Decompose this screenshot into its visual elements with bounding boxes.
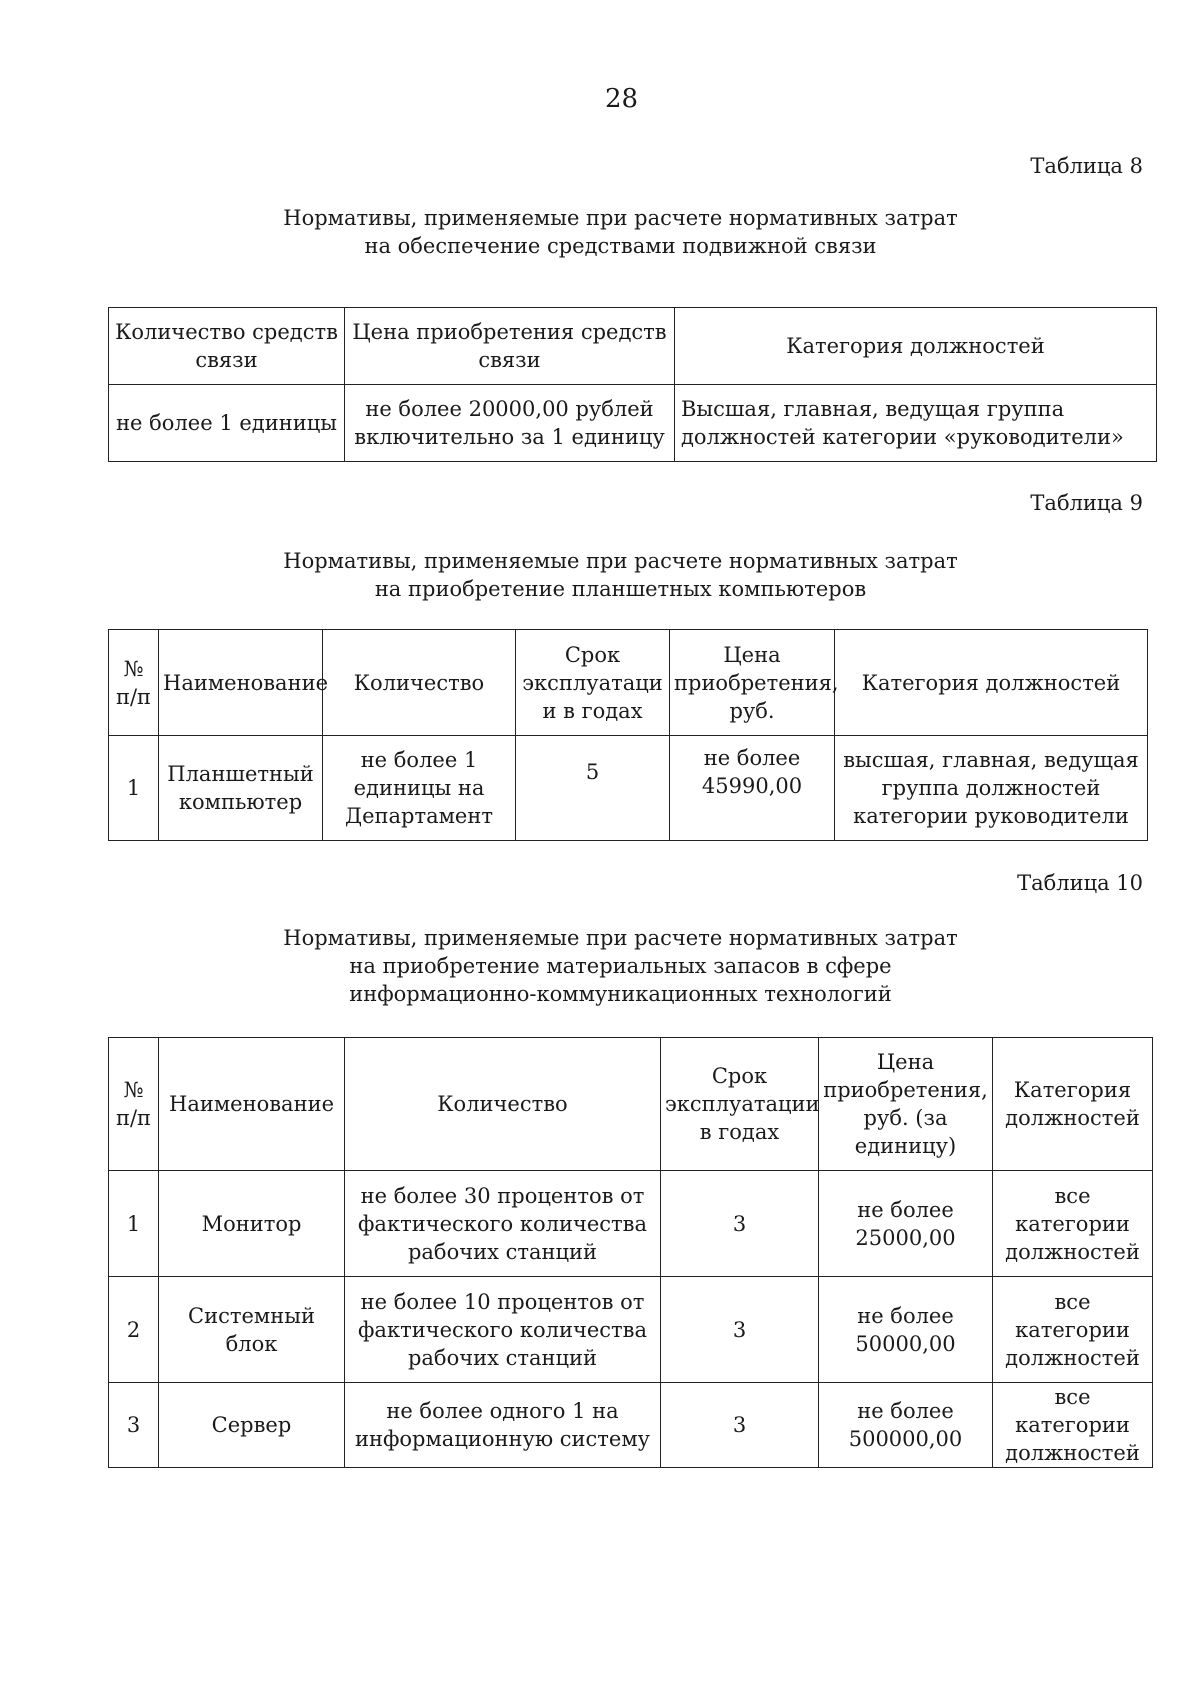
header-cell: № п/п [109, 1038, 159, 1171]
page-number: 28 [604, 84, 639, 114]
table-row [109, 1277, 1153, 1383]
table-10-title-line: информационно-коммуникационных технологий [349, 982, 892, 1006]
table-10-title-line: на приобретение материальных запасов в сфере [349, 954, 892, 978]
table-cell: не более 45990,00 [670, 736, 835, 841]
header-cell: Цена приобретения, руб. [670, 630, 835, 736]
table-cell: не более 20000,00 рублей включительно за 1 единицу [345, 385, 675, 462]
table-cell: высшая, главная, ведущая группа должностей категории руководители [835, 736, 1148, 841]
table-cell: Сервер [159, 1383, 345, 1468]
table-8-title-line: на обеспечение средствами подвижной связи [364, 234, 877, 258]
table-cell: не более 10 процентов от фактического количества рабочих станций [345, 1277, 661, 1383]
header-cell: № п/п [109, 630, 159, 736]
table-row [109, 385, 1157, 462]
header-cell: Наименование [159, 630, 323, 736]
table-header-row [109, 630, 1148, 736]
table-cell: 3 [661, 1277, 819, 1383]
table-cell: не более 30 процентов от фактического количества рабочих станций [345, 1171, 661, 1277]
table-cell: не более одного 1 на информационную систему [345, 1383, 661, 1468]
header-cell: Срок эксплуатаци и в годах [516, 630, 670, 736]
table-10-label: Таблица 10 [1017, 871, 1143, 895]
table-cell: 3 [661, 1383, 819, 1468]
table-8 [108, 307, 1157, 462]
table-cell: не более 50000,00 [819, 1277, 993, 1383]
table-cell: все категории должностей [993, 1383, 1153, 1468]
table-9-label: Таблица 9 [1030, 491, 1143, 515]
table-cell: не более 25000,00 [819, 1171, 993, 1277]
header-cell: Категория должностей [835, 630, 1148, 736]
table-cell: Планшетный компьютер [159, 736, 323, 841]
table-8-title [0, 204, 1200, 260]
table-8-title-line: Нормативы, применяемые при расчете нормативных затрат [283, 206, 958, 230]
table-cell: Высшая, главная, ведущая группа должностей категории «руководители» [675, 385, 1157, 462]
table-cell: 5 [516, 736, 670, 841]
table-row [109, 736, 1148, 841]
table-9-title-line: на приобретение планшетных компьютеров [374, 577, 867, 601]
header-cell: Количество [323, 630, 516, 736]
table-10 [108, 1037, 1153, 1468]
table-cell: все категории должностей [993, 1171, 1153, 1277]
table-8-label: Таблица 8 [1030, 154, 1143, 178]
table-cell: 1 [109, 736, 159, 841]
header-cell: Наименование [159, 1038, 345, 1171]
table-cell: не более 1 единицы [109, 385, 345, 462]
header-cell: Категория должностей [993, 1038, 1153, 1171]
table-cell: не более 500000,00 [819, 1383, 993, 1468]
table-cell: все категории должностей [993, 1277, 1153, 1383]
header-cell: Срок эксплуатации в годах [661, 1038, 819, 1171]
table-row [109, 1383, 1153, 1468]
table-cell: не более 1 единицы на Департамент [323, 736, 516, 841]
table-9 [108, 629, 1148, 841]
table-header-row [109, 308, 1157, 385]
table-cell: 1 [109, 1171, 159, 1277]
table-cell: Системный блок [159, 1277, 345, 1383]
header-cell: Категория должностей [675, 308, 1157, 385]
table-10-title-line: Нормативы, применяемые при расчете нормативных затрат [283, 926, 958, 950]
table-9-title-line: Нормативы, применяемые при расчете нормативных затрат [283, 549, 958, 573]
table-9-title [0, 547, 1200, 603]
table-cell: 2 [109, 1277, 159, 1383]
header-cell: Количество [345, 1038, 661, 1171]
table-cell: 3 [109, 1383, 159, 1468]
table-header-row [109, 1038, 1153, 1171]
header-cell: Цена приобретения средств связи [345, 308, 675, 385]
header-cell: Количество средств связи [109, 308, 345, 385]
header-cell: Цена приобретения, руб. (за единицу) [819, 1038, 993, 1171]
table-row [109, 1171, 1153, 1277]
table-10-title [0, 924, 1200, 1008]
table-cell: 3 [661, 1171, 819, 1277]
table-cell: Монитор [159, 1171, 345, 1277]
